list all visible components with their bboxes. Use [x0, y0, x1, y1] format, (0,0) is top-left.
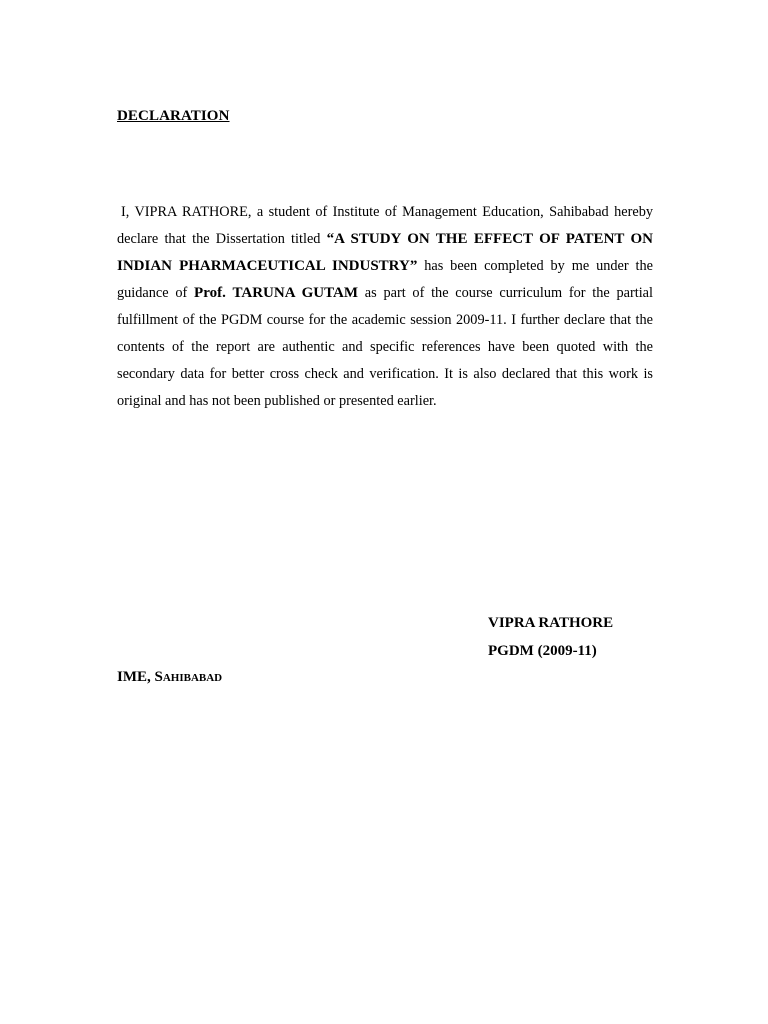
guide-name: Prof. TARUNA GUTAM — [194, 285, 359, 302]
paragraph-intro: I, VIPRA RATHORE, a student of Institute of Management Education, Sahibabad hereby declare that the Dissertation titled — [117, 204, 653, 248]
institute-line — [117, 669, 222, 686]
signatory-course: PGDM (2009-11) — [488, 643, 597, 659]
institute-place: Sahibabad — [154, 669, 223, 685]
declaration-heading: DECLARATION — [117, 108, 230, 124]
declaration-paragraph — [117, 199, 653, 414]
signatory-name: VIPRA RATHORE — [488, 615, 614, 631]
institute-abbreviation: IME, — [117, 669, 155, 685]
paragraph-after-title: has been completed by me under the guidance of — [117, 258, 653, 302]
dissertation-title: “A STUDY ON THE EFFECT OF PATENT ON INDIAN PHARMACEUTICAL INDUSTRY” — [117, 231, 654, 275]
paragraph-closing: as part of the course curriculum for the partial fulfillment of the PGDM course for the academic session 2009-11. I further declare that the contents of the report are authentic and specific references have been quoted with the secondary data for better cross check and verification. It is also declared that this work is original and has not been published or presented earlier. — [117, 285, 654, 409]
